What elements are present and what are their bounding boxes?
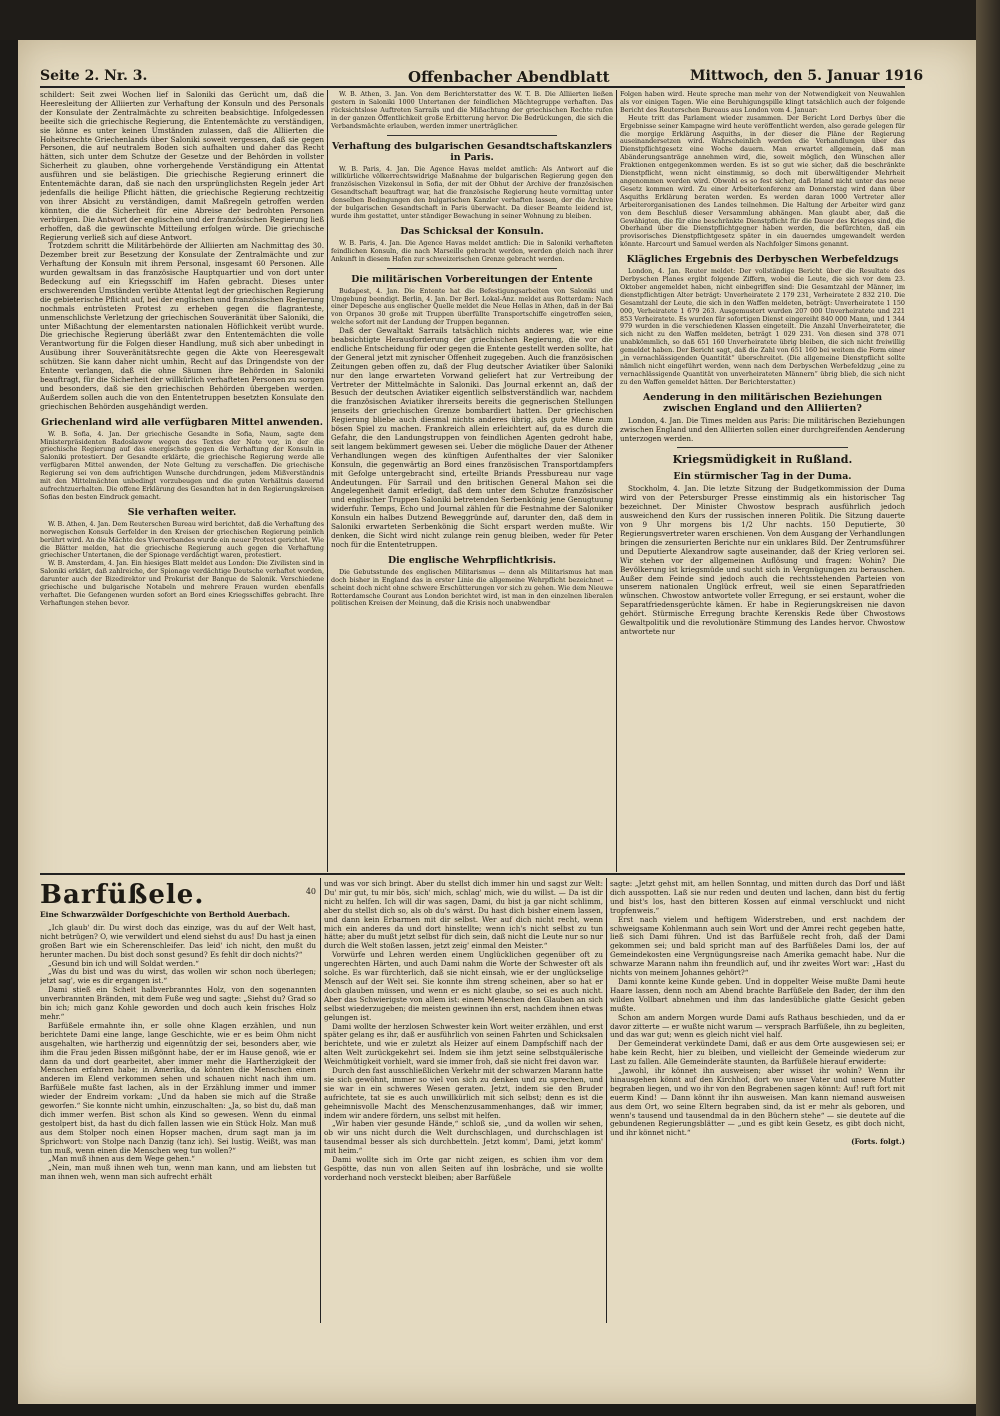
column-rule-4 (606, 878, 607, 1323)
story-text: „Wir haben vier gesunde Hände,“ schloß sie, „und da wollen wir sehen, ob wir uns nicht durch die Welt durchschlagen, und durchschlagen ist tausendmal besser als sich durchbetteln. Jetzt komm', Dami, jetzt komm' mit heim.“ (324, 1119, 603, 1156)
story-text: Dami stieß ein Scheit halbverbranntes Holz, von den sogenannten unverbrannten Bränden, mit dem Fuße weg und sagte: „Siehst du? Grad so bin ich; mich ganz Kohle geworden und doch auch kein frisches Holz mehr.“ (40, 985, 316, 1021)
column-rule-3 (320, 878, 321, 1323)
article-text: Daß der Gewaltakt Sarrails tatsächlich nichts anderes war, wie eine beabsichtigte Herausforderung der griechischen Regierung, die vor die endliche Entscheidung für oder gegen die Entente gestellt werden sollte, hat der General jetzt mit zynischer Offenheit zugegeben. Auch die französischen Zeitungen geben offen zu, daß der Flug deutscher Aviatiker über Saloniki nur den lange erwarteten Vorwand geliefert hat zur Vertreibung der Vertreter der Mittelmächte in Saloniki. Das Journal erkennt an, daß der Besuch der deutschen Aviatiker eigentlich selbstverständlich war, nachdem die französischen Aviatiker ihrerseits bereits die gegnerischen Stellungen jenseits der griechischen Grenze bombardiert hatten. Der griechischen Regierung bliebe auch diesmal nichts anderes übrig, als gute Miene zum bösen Spiel zu machen. Frankreich allein erleichtert auf, da es durch die Gefahr, die den Landungstruppen von feindlichen Agenten gedroht habe, seit langem bekümmert gewesen sei. Ueber die mögliche Dauer der Athener Verhandlungen wegen des künftigen Aufenthaltes der vier Saloniker Konsuln, die gegenwärtig an Bord eines französischen Transportdampfers mit Gefolge untergebracht sind, erteilte Briands Pressbureau nur vage Andeutungen. Für Sarrail und den britischen General Mahon sei die Angelegenheit damit erledigt, daß dem unter dem Schutze französischer und englischer Truppen Saloniki betretenden Serbenkönig jene Genugtuung widerfuhr. Temps, Echo und Journal zählen für die Festnahme der Saloniker Konsuln ein halbes Dutzend Beweggründe auf, darunter den, daß dem in Saloniki erwarteten Serbenkönig die Sicht erspart werden mußte. Wir denken, die Sicht wird nicht zulange rein genug bleiben, weder für Peter noch für die Ententetruppen. (331, 326, 613, 549)
article-text: W. B. Athen, 3. Jan. Von dem Berichterstatter des W. T. B. Die Alliierten ließen gestern in Saloniki 1000 Untertanen der feindlichen Mächtegruppe verhaften. Das rücksichtslose Auftreten Sarrails und die Mißachtung der griechischen Rechte rufen in der ganzen Öffentlichkeit große Erbitterung hervor. Die Bedrückungen, die sich die Verbandsmächte erlauben, werden immer unerträglicher. (331, 91, 613, 130)
story-text: „Was du bist und was du wirst, das wollen wir schon noch überlegen; jetzt sag', wie es dir ergangen ist.“ (40, 967, 316, 986)
issue-date: Mittwoch, den 5. Januar 1916 (690, 68, 924, 84)
story-text: „Gesund bin ich und will Soldat werden.“ (48, 958, 199, 968)
story-text: Schon am andern Morgen wurde Dami aufs Rathaus beschieden, und da er davor zitterte — er wußte nicht warum — versprach Barfüßele, ihn zu begleiten, und das war gut; wenn es gleich nicht viel half. (610, 1012, 905, 1040)
header-rule (40, 86, 905, 88)
installment-number: 40 (305, 887, 316, 896)
masthead: Offenbacher Abendblatt (408, 68, 610, 86)
article-text: Die Gebutsstunde des englischen Militarismus — denn als Militarismus hat man doch bisher in England das in erster Linie die allgemeine Wehrpflicht bezeichnet — scheint doch nicht ohne schwere Erschütterungen vor sich zu gehen. Wie dem Nieuwe Rotterdamsche Courant aus London berichtet wird, ist man in den einzelnen liberalen politischen Kreisen der Meinung, daß die Krisis noch unabwendbar (331, 567, 613, 608)
story-text: Barfüßele ermahnte ihn, er solle ohne Klagen erzählen, und nun berichtete Dami eine lange, lange Geschichte, wie er es beim Ohm nicht ausgehalten, wie hartherzig und eigennützig der sei, besonders aber, wie ihm die Frau jeden Bissen mißgönnt habe, der er im Hause genoß, wie er dann da und dort gearbeitet, aber immer mehr die Hartherzigkeit der Menschen erfahren habe; in Amerika, da könnten die Menschen einen anderen im Elend verkommen sehen und schauen nicht nach ihm um. Barfüßele mußte fast lachen, als in der Erzählung immer und immer wieder der Endreim vorkam: „Und da haben sie mich auf die Straße geworfen.“ Sie konnte nicht umhin, einzuschalten: „Ja, so bist du, daß man dich immer werfen. Bist schon als Kind so gewesen. Wenn du einmal gestolpert bist, da hast du dich fallen lassen wie ein Stück Holz. Man muß aus dem Stolper noch einen Hopser machen, drum sagt man ja im Sprichwort: von Stolpe nach Danzig (tanz ich). Sei lustig. Weißt, was man tun muß, wenn einen die Menschen weg tun wollen?“ (40, 1020, 316, 1155)
article-text: Stockholm, 4. Jan. Die letzte Sitzung der Budgetkommission der Duma wird von der Petersburger Presse einstimmig als ein historischer Tag bezeichnet. Der Minister Chwostow besprach ausführlich jedoch ausweichend den Kurs der russischen inneren Politik. Die Sitzung dauerte von 9 Uhr morgens bis 1/2 Uhr nachts. 150 Deputierte, 30 Regierungsvertreter waren erschienen. Von dem Ausgang der Verhandlungen bringen die zensurierten Berichte nur ein unklares Bild. Der Zentrumsführer und Deputierte Alexandrow sagte auseinander, daß der Krieg verloren sei. Wir stehen vor der allgemeinen Auflösung und fragen: Wohin? Die Bevölkerung ist kriegsmüde und sucht sich in Vergnügungen zu berauschen. Außer dem Feinde sind jedoch auch die rechtsstehenden Parteien von unserem nationalen Unglück erfreut, weil sie einen Separatfrieden wünschen. Chwostow antwortete voller Erregung, er sei erstaunt, woher die Separatfriedensgerüchte kämen. Er habe in Regierungskreisen nie davon gehört. Stürmische Erregung brachte Kerenskis Rede über Chwostows Gewaltpolitik und die revolutionäre Stimmung des Landes hervor. Chwostow antwortete nur (620, 484, 905, 636)
subheadline: Ein stürmischer Tag in der Duma. (673, 471, 852, 483)
headline: Die militärischen Vorbereitungen der Entente (351, 273, 593, 285)
article-text: Heute tritt das Parlament wieder zusammen. Der Bericht Lord Derbys über die Ergebnisse seiner Kampagne wird heute veröffentlicht werden, also gerade gelegen für die morgige Erklärung Asquiths, in der dieser die Pläne der Regierung auseinandersetzen wird. Wahrscheinlich werden die Verhandlungen über das Dienstpflichtgesetz eine Woche dauern. Man erwartet allgemein, daß man Abänderungsanträge annehmen wird, die, soweit möglich, den Wünschen aller Fraktionen entgegenkommen werden. Es ist so gut wie sicher, daß die beschränkte Dienstpflicht, wenn nicht einstimmig, so doch mit überwältigender Mehrheit angenommen werden wird. Obwohl es so fest sicher, daß Irland nicht unter das neue Gesetz kommen wird. Zu einer Arbeiterkonferenz am Donnerstag wird dann über Asquiths Erklärung beraten werden. Es werden daran 1000 Vertreter aller Arbeiterorganisationen des Landes teilnehmen. Die Haltung der Arbeiter wird ganz von dem Beschluß dieser Versammlung abhängen. Man glaubt aber, daß die Gewähigten, die für eine beschränkte Dienstpflicht für die Dauer des Krieges sind, die Oberhand über die Dienstpflichtgegner haben werden, die befürchten, daß ein provisorisches Dienstpflichtgesetz später in ein dauerndes umgewandelt werden könnte. Harcourt und Samuel werden als Nachfolger Simons genannt. (620, 113, 905, 249)
book-binding (976, 0, 1000, 1416)
story-text: „Man muß ihnen aus dem Wege gehen.“ (48, 1154, 195, 1164)
column-1 (40, 91, 324, 871)
article-text: W. B. Amsterdam, 4. Jan. Ein hiesiges Blatt meldet aus London: Die Zivilisten sind in Saloniki erklärt, daß zahlreiche, der Spionage verdächtige Deutsche verhaftet worden, darunter auch der Bizedirektor und Prokurist der Banque de Salonik. Verschiedene griechische und bulgarische Notabeln und mehrere Frauen wurden ebenfalls verhaftet. Die Gefangenen wurden sofort an Bord eines Kriegsschiffes gebracht. Ihre Verhaftungen stehen bevor. (40, 559, 324, 607)
story-text: sagte: „Jetzt gehst mit, am hellen Sonntag, und mitten durch das Dorf und läßt dich ausspotten. Laß sie nur reden und deuten und lachen, dann bist du fertig und bist's los, hast den bitteren Kossen auf einmal verschluckt und nicht tropfenweis.“ (610, 880, 905, 915)
story-text: Dami konnte keine Kunde geben. Und in doppelter Weise mußte Dami heute Haare lassen, denn noch am Abend brachte Barfüßele den Bader, der ihm den wilden Vollbart abnehmen und ihm das landesübliche glatte Gesicht geben mußte. (610, 976, 905, 1013)
article-text: schildert: Seit zwei Wochen lief in Saloniki das Gerücht um, daß die Heeresleitung der Alliierten zur Verhaftung der Konsuln und des Personals der Konsulate der Zentralmächte zu schreiten beabsichtige. Infolgedessen beeilte sich die griechische Regierung, die Ententemächte zu verständigen, sie könne es unter keinen Umständen zulassen, daß die Alliierten die Hoheitsrechte Griechenlands über Saloniki soweit vergessen, daß sie gegen Personen, die auf neutralem Boden sich aufhalten und daher das Recht hätten, sich unter dem Schutze der Gesetze und der Behörden in vollster Sicherheit zu glauben, ohne vorhergehende Verständigung ein Attentat ausführen und sie belästigen. Die griechische Regierung erinnert die Ententemächte daran, daß sie nach den ursprünglichsten Regeln jeder Art jedenfalls die heilige Pflicht hätten, die griechische Regierung rechtzeitig von ihrer Absicht zu verständigen, damit Maßregeln getroffen werden könnten, die die Sicherheit für eine Abreise der bedrohten Personen verbürgen. Die Antwort der englischen und der französischen Regierung ließ erhoffen, daß die gewünschte Mitteilung erfolgen würde. Die griechische Regierung verließ sich auf diese Antwort. (40, 91, 324, 242)
continuation-note: (Forts. folgt.) (851, 1137, 905, 1147)
story-text: und was vor sich bringt. Aber du stellst dich immer hin und sagst zur Welt: Du' mir gut, tu mir bös, sich' mich, schlag' mich, wie du willst. — Da ist dir nicht zu helfen. Ich will dir was sagen, Dami, du bist ja gar nicht schlimm, aber du stellst dich so, als ob du's wärst. Du hast dich bisher einem lassen, und dann kein Erbarmen mit dir selbst. Wer auf dich nicht recht, wenn mich ein anderes da und dort hinstellte; wenn ich's nicht selbst zu tun hätte; aber du mußt jetzt selbst für dich sein, daß nicht die Leute nur so nur durch die Welt stoßen lassen, jetzt zeig' einmal den Meister.“ (324, 880, 603, 951)
feuilleton-rule (40, 873, 905, 875)
separator (387, 268, 556, 269)
feuilleton-subtitle: Eine Schwarzwälder Dorfgeschichte von Berthold Auerbach. (40, 910, 290, 919)
story-text: Vorwürfe und Lehren werden einem Unglücklichen gegenüber oft zu ungerechten Härten, und auch Dami nahm die Worte der Schwester oft als solche. Es war fürchterlich, daß sie nicht einsah, wie er der unglückselige Mensch auf der Welt sei. Sie konnte ihm streng scheinen, aber so hat er doch glauben müssen, und wenn er es nicht glaube, so sei es auch nicht. Aber das Schwierigste von allem ist: einem Menschen den Glauben an sich selbst wiederzugeben; die meisten gewinnen ihn erst, nachdem ihnen etwas gelungen ist. (324, 950, 603, 1022)
story-text: Dami wollte der herzlosen Schwester kein Wort weiter erzählen, und erst später gelang es ihr, daß er ausführlich von seinen Fahrten und Schicksalen berichtete, und wie er zuletzt als Heizer auf einem Dampfschiff nach der alten Welt zurückgekehrt sei. Indem sie ihm jetzt seine selbstquälerische Weichmütigkeit vorhielt, ward sie immer froh, daß sie nicht frei davon war. (324, 1021, 603, 1067)
headline: Kriegsmüdigkeit in Rußland. (672, 453, 853, 467)
article-text: W. B. Athen, 4. Jan. Dem Reuterschen Bureau wird berichtet, daß die Verhaftung des norwegischen Konsuls Gerfelder in den Kreisen der griechischen Regierung peinlich berührt wird. An die Mächte des Vierverbandes wurde ein neuer Protest gerichtet. Wie die Blätter melden, hat die griechische Regierung auch gegen die Verhaftung griechischer Untertanen, die der Spionage verdächtigt waren, protestiert. (40, 519, 324, 560)
column-rule-1 (327, 90, 328, 872)
story-text: Dami wollte sich im Orte gar nicht zeigen, es schien ihm vor dem Gespötte, das nun von allen Seiten auf ihn losbräche, und sie wollte vorderhand noch versteckt bleiben; aber Barfüßele (324, 1155, 603, 1182)
article-text: W. B. Paris, 4. Jan. Die Agence Havas meldet amtlich: Als Antwort auf die willkürliche völkerrechtswidrige Maßnahme der bulgarischen Regierung gegen den französischen Vizekonsul in Sofia, der mit der Obhut der Archive der französischen Gesandtschaft beauftragt war, hat die französische Regierung heute vormittag unter denselben Bedingungen den bulgarischen Kanzler verhaften lassen, der die Archive der bulgarischen Gesandtschaft in Paris überwacht. Da dieser Beamte leidend ist, wurde ihm gestattet, unter ständiger Bewachung in seiner Wohnung zu bleiben. (331, 164, 613, 220)
story-text: „Nein, man muß ihnen weh tun, wenn man kann, und am liebsten tut man ihnen weh, wenn man sich aufrecht erhält (40, 1163, 316, 1182)
headline: Aenderung in den militärischen Beziehungen zwischen England und den Alliierten? (642, 391, 883, 414)
article-text: Budapest, 4. Jan. Die Entente hat die Befestigungsarbeiten von Saloniki und Umgebung beendigt. Berlin, 4. Jan. Der Berl. Lokal-Anz. meldet aus Rotterdam: Nach einer Depesche aus englischer Quelle meldet die Neue Hellas in Athen, daß in der Bai von Orpanos 30 große mit Truppen überfüllte Transportschiffe eingetroffen seien, welche sofort mit der Landung der Truppen begannen. (331, 286, 613, 327)
separator (677, 447, 848, 448)
headline: Die englische Wehrpflichtkrisis. (387, 554, 557, 566)
article-text: London, 4. Jan. Die Times melden aus Paris: Die militärischen Beziehungen zwischen England und den Alliierten sollen einer durchgreifenden Aenderung unterzogen werden. (620, 415, 905, 443)
page-number: Seite 2. Nr. 3. (40, 68, 148, 84)
column-rule-2 (616, 90, 617, 872)
article-text: W. B. Sofia, 4. Jan. Der griechische Gesandte in Sofia, Naum, sagte dem Ministerpräsidenten Radoslawow wegen des Textes der Note vor, in der die griechische Regierung auf das energischste gegen die Verhaftung der Konsuln in Saloniki protestiert. Der Gesandte erklärte, die griechische Regierung werde alle verfügbaren Mittel anwenden, der Note Geltung zu verschaffen. Die griechische Regierung sei von dem aufrichtigen Wunsche durchdrungen, jedem Mißverständnis mit den Mittelmächten unbedingt vorzubeugen und die guten Verhältnis dauernd aufrechtzuerhalten. Die offene Erklärung des Gesandten hat in den Regierungskreisen Sofias den besten Eindruck gemacht. (40, 429, 324, 501)
feuilleton-title-block (40, 880, 316, 910)
headline: Das Schicksal der Konsuln. (400, 225, 544, 237)
story-text: Der Gemeinderat verkündete Dami, daß er aus dem Orte ausgewiesen sei; er habe kein Recht, hier zu bleiben, und vielleicht der Gemeinde wiederum zur Last zu fallen. Alle Gemeinderäte staunten, da Barfüßele hierauf erwiderte: (610, 1039, 905, 1067)
article-text: London, 4. Jan. Reuter meldet: Der vollständige Bericht über die Resultate des Derbyschen Planes ergibt folgende Ziffern, wobei die Leute, die sich vor dem 23. Oktober angemeldet haben, nicht einbegriffen sind: Die Gesamtzahl der Männer, im dienstpflichtigen Alter beträgt: Unverheiratete 2 179 231, Verheiratete 2 832 210. Die Gesamtzahl der Leute, die sich in den Waffen meldeten, beträgt: Unverheiratete 1 150 000, Verheiratete 1 679 263. Ausgemustert wurden 207 000 Unverheiratete und 221 853 Verheiratete. Es wurden für sofortigen Dienst eingereiht 840 000 Mann, und 1 344 979 wurden in die verschiedenen Klassen eingeteilt. Die Anzahl Unverheirateter, die sich nicht zu den Waffen meldeten, beträgt 1 029 231. Von diesen sind 378 071 unabkömmlich, so daß 651 160 Unverheiratete übrig bleiben, die sich nicht freiwillig gemeldet haben. Der Bericht sagt, daß die Zahl von 651 160 bei weitem die Form einer „in vernachlässigenden Quantität“ überschreitet. (Die allgemeine Dienstpflicht sollte nämlich nicht eingeführt werden, wenn nach dem Derbyschen Werbefeldzug „eine zu vernachlässigende Quantität von unverheirateten Männern“ übrig blieb, die sich nicht zu den Waffen gemeldet hätten. Der Berichterstatter.) (620, 267, 905, 386)
headline: Klägliches Ergebnis des Derbyschen Werbefeldzugs (626, 254, 899, 266)
scan-border-top (0, 0, 1000, 40)
feuilleton-column-2 (324, 880, 603, 1322)
story-text: „Ich glaub' dir. Du wirst doch das einzige, was du auf der Welt hast, nicht betrügen? O, wie verwildert und elend siehst du aus! Du hast ja einen großen Bart wie ein Scherenschleifer. Das leid' ich nicht, den mußt du herunter machen. Du bist doch sonst gesund? Es fehlt dir doch nichts?“ (40, 922, 316, 959)
story-text: Erst nach vielem und heftigem Widerstreben, und erst nachdem der schweigsame Kohlenmann auch sein Wort und der Amrei recht gegeben hatte, ließ sich Dami führen. Und ist das Barfüßele recht froh, daß der Dami gekommen sei; und bald spricht man auf des Barfüßeles Dami los, der auf Gemeindekosten eine Vergnügungsreise nach Amerika gemacht habe. Nur die schwarze Marann nahm ihn freundlich auf, und ihr zweites Wort war: „Hast du nichts von meinem Johannes gehört?“ (610, 914, 905, 978)
article-text: W. B. Paris, 4. Jan. Die Agence Havas meldet amtlich: Die in Saloniki verhafteten feindlichen Konsuln, die nach Marseille gebracht werden, werden gleich nach ihrer Ankunft in diesem Hafen zur schweizerischen Grenze gebracht werden. (331, 238, 613, 263)
headline: Verhaftung des bulgarischen Gesandtschaftskanzlers in Paris. (332, 140, 612, 163)
column-3 (620, 91, 905, 871)
separator (387, 135, 556, 136)
feuilleton-column-1 (40, 880, 316, 1322)
headline: Griechenland wird alle verfügbaren Mittel anwenden. (41, 416, 323, 428)
article-text: Trotzdem schritt die Militärbehörde der Alliierten am Nachmittag des 30. Dezember breit zur Besetzung der Konsulate der Zentralmächte und zur Verhaftung der Konsuln mit ihrem Personal, insgesamt 60 Personen. Alle wurden gewaltsam in das französische Hauptquartier und von dort unter Bedeckung auf ein Kriegsschiff im Hafen gebracht. Dieses unter erschwerenden Umständen verübte Attentat legt der griechischen Regierung die gebieterische Pflicht auf, bei der englischen und französischen Regierung nochmals entrüsteten Protest zu erheben gegen die flagranteste, unmenschlichste Verletzung der griechischen Souveränität über Saloniki, die unter Mißachtung der elementarsten nationalen Höflichkeit verübt wurde. Die griechische Regierung überläßt zwar den Ententemächten die volle Verantwortung für die Folgen dieser Handlung, muß sich aber unbedingt in Ausübung ihrer Souveränitätsrechte gegen die Akte von Heeresgewalt schützen. Sie kann daher nicht umhin, Recht auf das Dringendste von der Entente verlangen, daß die ohne Säumen ihre Behörden in Saloniki beauftragt, für die Sicherheit der willkürlich verhafteten Personen zu sorgen und besonders, daß sie den griechischen Behörden übergeben werden. Außerdem sollen auch die von den Ententetruppen besetzten Konsulate den griechischen Behörden ausgehändigt werden. (40, 241, 324, 411)
story-text: „Jawohl, ihr könnet ihn ausweisen; aber wisset ihr wohin? Wenn ihr hinausgehen könnt auf den Kirchhof, dort wo unser Vater und unsere Mutter begraben liegen, und wo ihr von den Begrabenen sagen könnt: Auf! ruft fort mit euerm Kind! — Dann könnt ihr ihn ausweisen. Man kann niemand ausweisen aus dem Ort, wo seine Eltern begraben sind, da ist er mehr als geboren, und wenn's tausend und tausendmal da in den Büchern stehe“ — sie deutete auf die gebundenen Regierungsblätter — „und es gibt kein Gesetz, es gibt doch nicht, und ihr könnet nicht.“ (610, 1066, 905, 1138)
article-text: Folgen haben wird. Heute spreche man mehr von der Notwendigkeit von Neuwahlen als vor einigen Tagen. Wie eine Beruhigungspille klingt tatsächlich auch der folgende Bericht des Reuterschen Bureaus aus London vom 4. Januar: (620, 91, 905, 114)
headline: Sie verhaften weiter. (127, 506, 237, 518)
feuilleton-title: Barfüßele. (40, 880, 205, 910)
feuilleton-column-3 (610, 880, 905, 1322)
column-2 (331, 91, 613, 871)
story-text: Durch den fast ausschließlichen Verkehr mit der schwarzen Marann hatte sie sich gewöhnt, immer so viel von sich zu denken und zu sprechen, und sie war in ein schweres Wesen geraten. Jetzt, indem sie den Bruder aufrichtete, tat sie es auch unwillkürlich mit sich selbst; denn es ist die geheimnisvolle Macht des Menschenzusammenhanges, daß wir immer, indem wir andere fördern, uns selbst mit helfen. (324, 1066, 603, 1120)
